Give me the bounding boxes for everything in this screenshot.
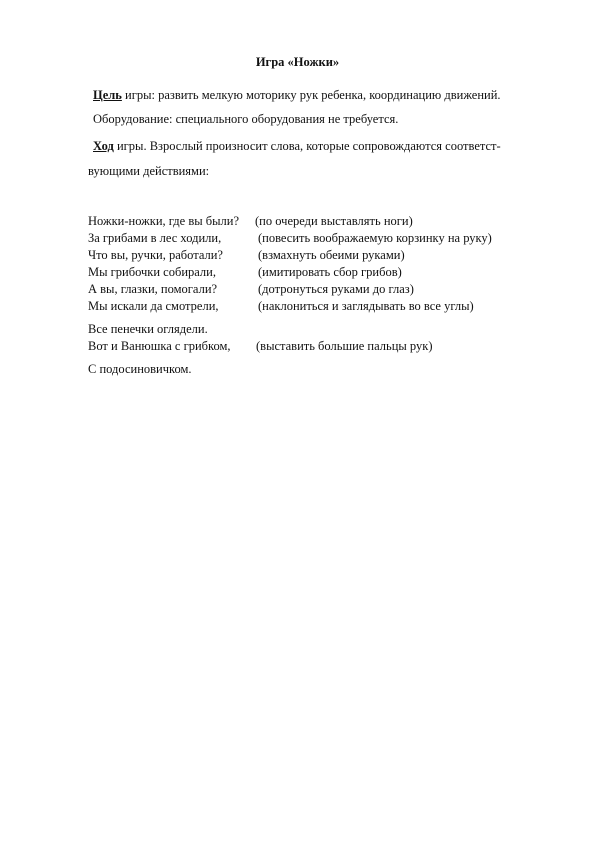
rhyme-line	[88, 281, 568, 298]
rhyme-line	[88, 338, 568, 355]
rhyme-text: За грибами в лес ходили,	[88, 231, 222, 245]
rhyme-text: Ножки-ножки, где вы были?	[88, 214, 240, 228]
rhyme-action: (повесить воображаемую корзинку на руку)	[258, 231, 492, 245]
rhyme-line	[88, 264, 568, 281]
rhyme-text: Мы искали да смотрели,	[88, 299, 219, 313]
rhyme-action: (наклониться и заглядывать во все углы)	[258, 299, 474, 313]
rhyme-line	[88, 247, 568, 264]
course-text-line1: игры. Взрослый произносит слова, которые сопровождаются соответст-	[113, 139, 501, 153]
rhyme-text: Что вы, ручки, работали?	[88, 248, 223, 262]
rhyme-text: А вы, глазки, помогали?	[88, 282, 218, 296]
rhyme-line	[88, 361, 568, 378]
page-title: Игра «Ножки»	[255, 55, 340, 69]
rhyme-line	[88, 230, 568, 247]
rhyme-text: Вот и Ванюшка с грибком,	[88, 339, 231, 353]
goal-text: игры: развить мелкую моторику рук ребенка, координацию движений.	[121, 88, 501, 102]
goal-label: Цель	[93, 88, 122, 102]
equipment-paragraph: Оборудование: специального оборудования не требуется.	[93, 112, 399, 126]
rhyme-action: (дотронуться руками до глаз)	[258, 282, 414, 296]
rhyme-action: (взмахнуть обеими руками)	[258, 248, 405, 262]
rhyme-block	[88, 213, 568, 378]
course-label: Ход	[93, 139, 114, 153]
rhyme-action: (по очереди выставлять ноги)	[255, 214, 413, 228]
rhyme-line	[88, 213, 568, 230]
rhyme-line	[88, 298, 568, 315]
rhyme-text: Мы грибочки собирали,	[88, 265, 216, 279]
rhyme-text: Все пенечки оглядели.	[88, 322, 208, 336]
course-paragraph	[93, 137, 563, 155]
rhyme-action: (имитировать сбор грибов)	[258, 265, 402, 279]
rhyme-action: (выставить большие пальцы рук)	[256, 339, 433, 353]
rhyme-text: С подосиновичком.	[88, 362, 192, 376]
goal-paragraph	[93, 86, 563, 104]
course-text-line2: вующими действиями:	[88, 164, 210, 178]
rhyme-line	[88, 321, 568, 338]
